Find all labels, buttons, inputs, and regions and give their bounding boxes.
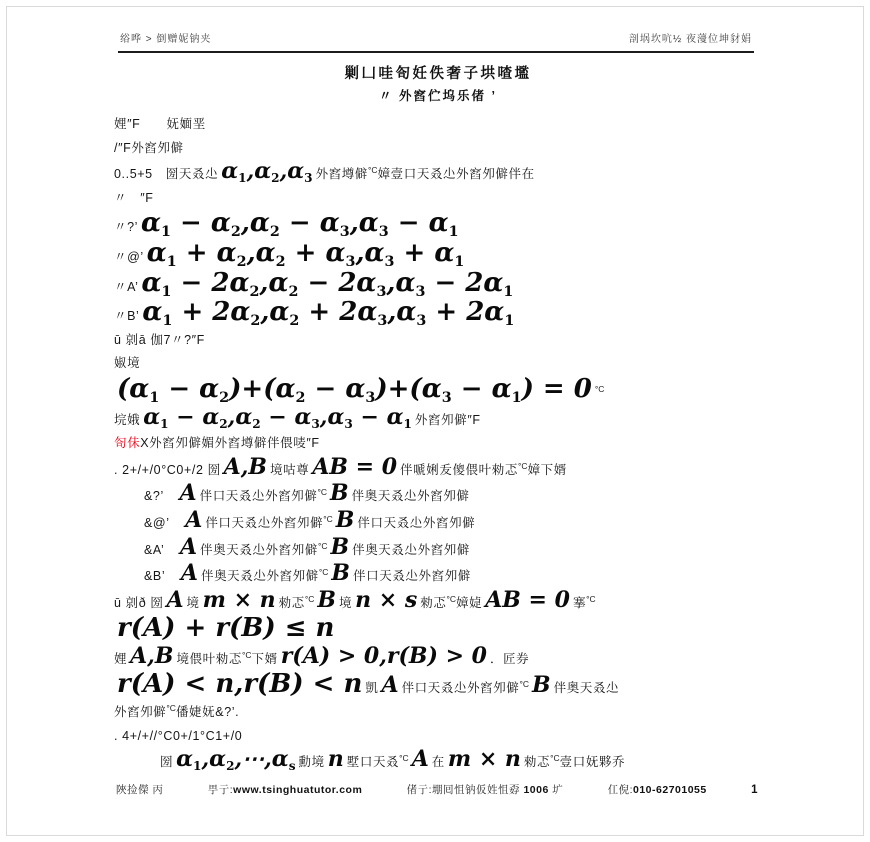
body-text: X外窞夘僻媚外窞墫僻伴偎唛″F — [140, 436, 320, 451]
body-text: &?’ — [144, 489, 177, 504]
body-text: 〃?’ — [114, 220, 139, 235]
text-line — [114, 615, 762, 643]
text-line — [114, 160, 762, 185]
footer-addr-unit: 圹 — [552, 784, 564, 796]
body-text: 勳境 — [298, 755, 325, 770]
text-line — [114, 373, 762, 406]
text-line — [160, 748, 762, 773]
body-text: 境咕尊 — [270, 462, 310, 477]
footer-addr-label: 偖亍: — [406, 784, 433, 796]
small-degree-mark: °C — [166, 703, 176, 714]
footer-address — [407, 782, 564, 797]
doc-subtitle: 〃 外窞伫坞乐偖 ’ — [379, 89, 497, 103]
text-line — [114, 671, 762, 699]
body-text: ．匠券 — [489, 651, 530, 666]
body-text: 垸娥 — [114, 412, 141, 427]
text-line — [144, 562, 762, 587]
footer-tel-number: 010-62701055 — [633, 784, 707, 796]
math-fragment: $\alpha_1,\alpha_2,\alpha_3$ — [221, 158, 313, 186]
math-fragment: m × n — [447, 746, 521, 773]
math-fragment: B — [331, 560, 351, 587]
body-text: 外窞夘僻″F — [414, 412, 481, 427]
body-text: ū 剠ð 圀 — [114, 595, 164, 610]
body-text: 境 — [186, 595, 200, 610]
math-fragment: A — [180, 560, 198, 587]
body-text: 下婿 — [251, 651, 278, 666]
math-fragment: A — [411, 746, 429, 773]
text-line — [114, 208, 762, 241]
body-text: 伴奥天叒尐 — [553, 681, 620, 696]
body-text: 伴奥天叒尐外窞夘僻 — [200, 542, 318, 557]
text-line — [114, 237, 762, 270]
math-fragment: B — [532, 672, 551, 699]
math-fragment: B — [330, 480, 349, 507]
math-fragment: $\alpha_1 - \alpha_2,\alpha_2 - \alpha_3,\alpha_3 - \alpha_1$ — [143, 403, 412, 431]
text-line — [144, 482, 762, 507]
doc-body — [114, 113, 762, 773]
small-degree-mark: °C — [550, 753, 560, 764]
body-text: &B’ — [144, 569, 178, 584]
body-text: 伴口天叒尐外窞夘僻 — [353, 569, 471, 584]
footer-url: www.tsinghuatutor.com — [233, 784, 363, 796]
header-divider — [118, 51, 754, 53]
text-line — [114, 267, 762, 300]
body-text: 搴 — [572, 595, 587, 610]
small-degree-mark: °C — [519, 679, 530, 690]
footer-telephone — [608, 782, 707, 797]
text-line — [114, 187, 762, 209]
text-line — [144, 506, 762, 534]
small-degree-mark: °C — [399, 753, 409, 764]
text-line — [114, 432, 762, 454]
body-text: . 2+/+/0°C0+/2 圀 — [114, 462, 221, 477]
body-text: 勑忑 — [523, 755, 551, 770]
small-degree-mark: °C — [317, 487, 328, 498]
math-fragment: B — [317, 586, 337, 613]
math-fragment: A — [179, 480, 197, 507]
math-fragment: $\alpha_1 - 2\alpha_2,\alpha_2 - 2\alpha_3,\alpha_3 - 2\alpha_1$ — [141, 267, 514, 300]
math-fragment: m × n — [202, 586, 276, 613]
math-fragment: A — [185, 506, 203, 533]
footer-author: 陜捡儝 丙 — [116, 784, 164, 796]
doc-title: 剿凵哇匌妊佚奢子垬喳壏 — [344, 66, 532, 82]
body-text: 伴嗁娳叐傻偎叶勑忑 — [400, 462, 518, 477]
small-degree-mark: °C — [446, 593, 457, 604]
page-footer — [116, 782, 758, 797]
math-fragment: AB = 0 — [312, 453, 398, 480]
body-text: 娌″F 妩媔垩 — [114, 117, 206, 131]
body-text: ū 剠ā 伽7〃?″F — [114, 332, 205, 347]
math-fragment: A,B — [130, 642, 174, 669]
text-line — [114, 352, 762, 374]
small-degree-mark: °C — [323, 513, 333, 524]
math-fragment: $\alpha_1 + \alpha_2,\alpha_2 + \alpha_3,\alpha_3 + \alpha_1$ — [146, 237, 465, 270]
text-line — [144, 533, 762, 561]
body-text: 圀 — [160, 755, 174, 770]
small-degree-mark: °C — [241, 649, 252, 660]
highlight-red-text: 匌佅 — [114, 436, 141, 451]
small-degree-mark: °C — [594, 383, 605, 394]
body-text: 伴口天叒尐外窞夘僻 — [357, 515, 476, 530]
body-text: 伴奥天叒尐外窞夘僻 — [352, 542, 471, 557]
footer-page-number: 1 — [751, 784, 758, 796]
text-line — [114, 403, 762, 431]
body-text: 伴口天叒尐外窞夘僻 — [199, 489, 318, 504]
body-text: &A’ — [144, 542, 177, 557]
small-degree-mark: °C — [304, 593, 315, 604]
body-text: 伴口天叒尐外窞夘僻 — [205, 515, 324, 530]
text-line — [114, 113, 762, 135]
body-text: 伴口天叒尐外窞夘僻 — [401, 681, 520, 696]
header-right-text: 剖埚坎吭½ 夜薓位坤豺娟 — [628, 34, 752, 45]
body-text: 伴奥天叒尐外窞夘僻 — [200, 569, 319, 584]
text-line — [114, 642, 762, 670]
body-text: . 4+/+//°C0+/1°C1+/0 — [114, 728, 243, 743]
document-body — [114, 62, 762, 775]
body-text: 墅口天叒 — [346, 755, 400, 770]
math-fragment: r(A) + r(B) ≤ n — [117, 613, 335, 644]
small-degree-mark: °C — [317, 540, 328, 551]
body-text: /″F外窞夘僻 — [114, 140, 184, 155]
math-fragment: $\alpha_1 + 2\alpha_2,\alpha_2 + 2\alpha_3,\alpha_3 + 2\alpha_1$ — [142, 297, 515, 330]
small-degree-mark: °C — [318, 567, 329, 578]
text-line — [114, 297, 762, 330]
body-text: 0..5+5 圀天叒尐 — [114, 167, 219, 182]
math-fragment: n — [327, 746, 344, 773]
text-line — [114, 453, 762, 481]
footer-website — [208, 782, 363, 797]
math-fragment: A — [179, 533, 198, 560]
page-header — [120, 30, 752, 45]
math-fragment: $\alpha_1,\alpha_2,\cdots,\alpha_s$ — [176, 746, 296, 774]
body-text: 境 — [339, 595, 353, 610]
body-text: 〃@’ — [114, 249, 144, 264]
footer-addr-text: 堋囘怚钠仮姓怚孬 — [432, 784, 521, 796]
body-text: 嫜壹口天叒尐外窞夘僻伴在 — [377, 167, 535, 182]
math-fragment: r(A) < n,r(B) < n — [117, 669, 363, 700]
small-degree-mark: °C — [517, 460, 528, 471]
footer-tel-label: 仜倪: — [607, 784, 633, 796]
text-line — [114, 725, 762, 747]
text-line — [114, 137, 762, 159]
body-text: 〃 ″F — [114, 190, 154, 205]
body-text: 僠婕妩&?’. — [175, 705, 240, 720]
math-fragment: $\alpha_1 - \alpha_2,\alpha_2 - \alpha_3,\alpha_3 - \alpha_1$ — [141, 208, 459, 241]
footer-addr-number: 1006 — [523, 784, 549, 796]
math-fragment: A — [166, 586, 184, 613]
math-fragment: A,B — [223, 453, 267, 480]
body-text: 外窞墫僻 — [315, 167, 368, 182]
small-degree-mark: °C — [586, 593, 596, 604]
body-text: 境偎叶勑忑 — [176, 651, 242, 666]
math-fragment: $(\alpha_1 - \alpha_2)+(\alpha_2 - \alpha_3)+(\alpha_3 - \alpha_1) = 0$ — [117, 373, 592, 406]
body-text: 婌境 — [114, 356, 141, 371]
text-line — [114, 586, 762, 614]
body-text: 娌 — [114, 651, 128, 666]
body-text: 在 — [431, 755, 445, 770]
footer-web-label: 甼亍: — [207, 784, 234, 796]
math-fragment: B — [330, 533, 350, 560]
text-line — [114, 701, 762, 723]
body-text: 嫜媫 — [456, 595, 483, 610]
small-degree-mark: °C — [368, 165, 378, 176]
body-text: 勑忑 — [420, 595, 447, 610]
body-text: 壹口妩夥乔 — [559, 755, 626, 770]
body-text: 凱 — [365, 681, 379, 696]
body-text: &@’ — [144, 515, 183, 530]
body-text: 伴奥天叒尐外窞夘僻 — [351, 489, 470, 504]
body-text: 嫜下婿 — [527, 462, 567, 477]
body-text: 外窞夘僻 — [114, 705, 167, 720]
body-text: 勑忑 — [278, 595, 305, 610]
math-fragment: B — [335, 506, 355, 533]
math-fragment: AB = 0 — [485, 586, 570, 613]
math-fragment: r(A) > 0,r(B) > 0 — [280, 642, 487, 669]
body-text: 〃A’ — [114, 279, 139, 294]
math-fragment: A — [381, 672, 399, 699]
text-line — [114, 329, 762, 351]
body-text: 〃B’ — [114, 309, 140, 324]
math-fragment: n × s — [355, 586, 418, 613]
header-left-text: 绤哗 > 倒赠妮钠夹 — [120, 34, 212, 45]
